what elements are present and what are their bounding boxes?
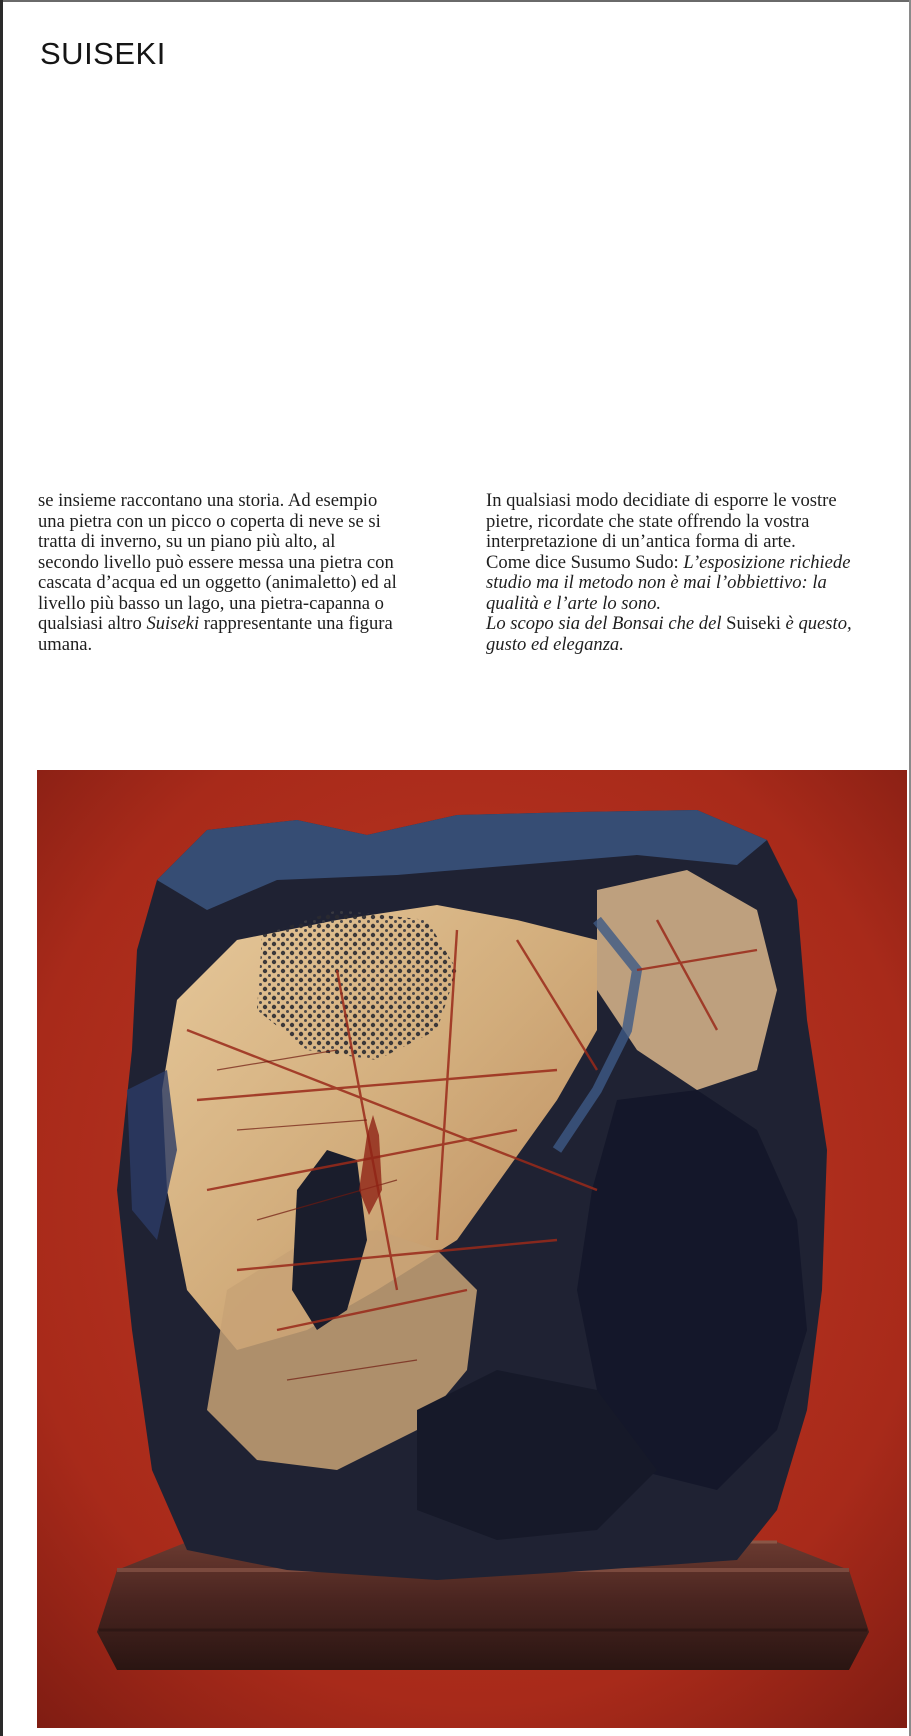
text-column-left xyxy=(38,491,458,655)
italic-text-segment: è questo, xyxy=(780,613,852,634)
text-segment: Come dice Susumo Sudo: xyxy=(486,551,684,573)
text-segment: Suiseki xyxy=(726,613,781,634)
text-line xyxy=(38,491,458,512)
italic-text-segment: L’esposizione richiede xyxy=(683,551,851,573)
text-line xyxy=(38,614,458,635)
italic-text-segment: Lo scopo sia del Bonsai che del xyxy=(486,613,727,634)
text-segment: qualsiasi altro xyxy=(38,613,147,634)
italic-text-segment: studio ma il metodo non è mai l’obbiettivo: la xyxy=(486,572,827,593)
page-title: SUISEKI xyxy=(40,36,166,71)
text-segment: interpretazione di un’antica forma di arte. xyxy=(486,531,796,552)
suiseki-stone-illustration xyxy=(37,770,907,1728)
text-line xyxy=(38,512,458,533)
suiseki-photo xyxy=(37,770,907,1728)
text-segment: In qualsiasi modo decidiate di esporre le vostre xyxy=(486,490,837,511)
italic-text-segment: qualità e l’arte lo sono. xyxy=(486,592,662,614)
text-line xyxy=(38,594,458,615)
text-segment: umana. xyxy=(38,633,93,655)
page-edge-left xyxy=(0,0,3,1736)
text-line xyxy=(38,635,458,656)
body-paragraph-right xyxy=(486,491,906,655)
page-edge-top xyxy=(0,0,911,2)
text-segment: tratta di inverno, su un piano più alto, al xyxy=(38,531,336,552)
body-paragraph-left xyxy=(38,491,458,655)
text-segment: secondo livello può essere messa una pietra con xyxy=(38,551,394,573)
italic-text-segment: Suiseki xyxy=(146,613,200,634)
text-segment: livello più basso un lago, una pietra-capanna o xyxy=(38,592,384,614)
text-line xyxy=(486,635,906,656)
text-line xyxy=(38,532,458,553)
text-line xyxy=(486,512,906,533)
suiseki-stone xyxy=(117,810,827,1580)
text-line xyxy=(486,594,906,615)
text-segment: rappresentante una figura xyxy=(199,613,393,634)
text-segment: se insieme raccontano una storia. Ad esempio xyxy=(38,490,378,511)
text-line xyxy=(486,614,906,635)
italic-text-segment: gusto ed eleganza. xyxy=(486,633,624,655)
text-line xyxy=(486,491,906,512)
text-line xyxy=(38,573,458,594)
text-line xyxy=(486,573,906,594)
text-segment: una pietra con un picco o coperta di neve se si xyxy=(38,510,381,532)
text-segment: cascata d’acqua ed un oggetto (animaletto) ed al xyxy=(38,572,397,593)
text-line xyxy=(38,553,458,574)
text-column-right xyxy=(486,491,906,655)
text-segment: pietre, ricordate che state offrendo la vostra xyxy=(486,510,810,532)
text-line xyxy=(486,553,906,574)
text-line xyxy=(486,532,906,553)
